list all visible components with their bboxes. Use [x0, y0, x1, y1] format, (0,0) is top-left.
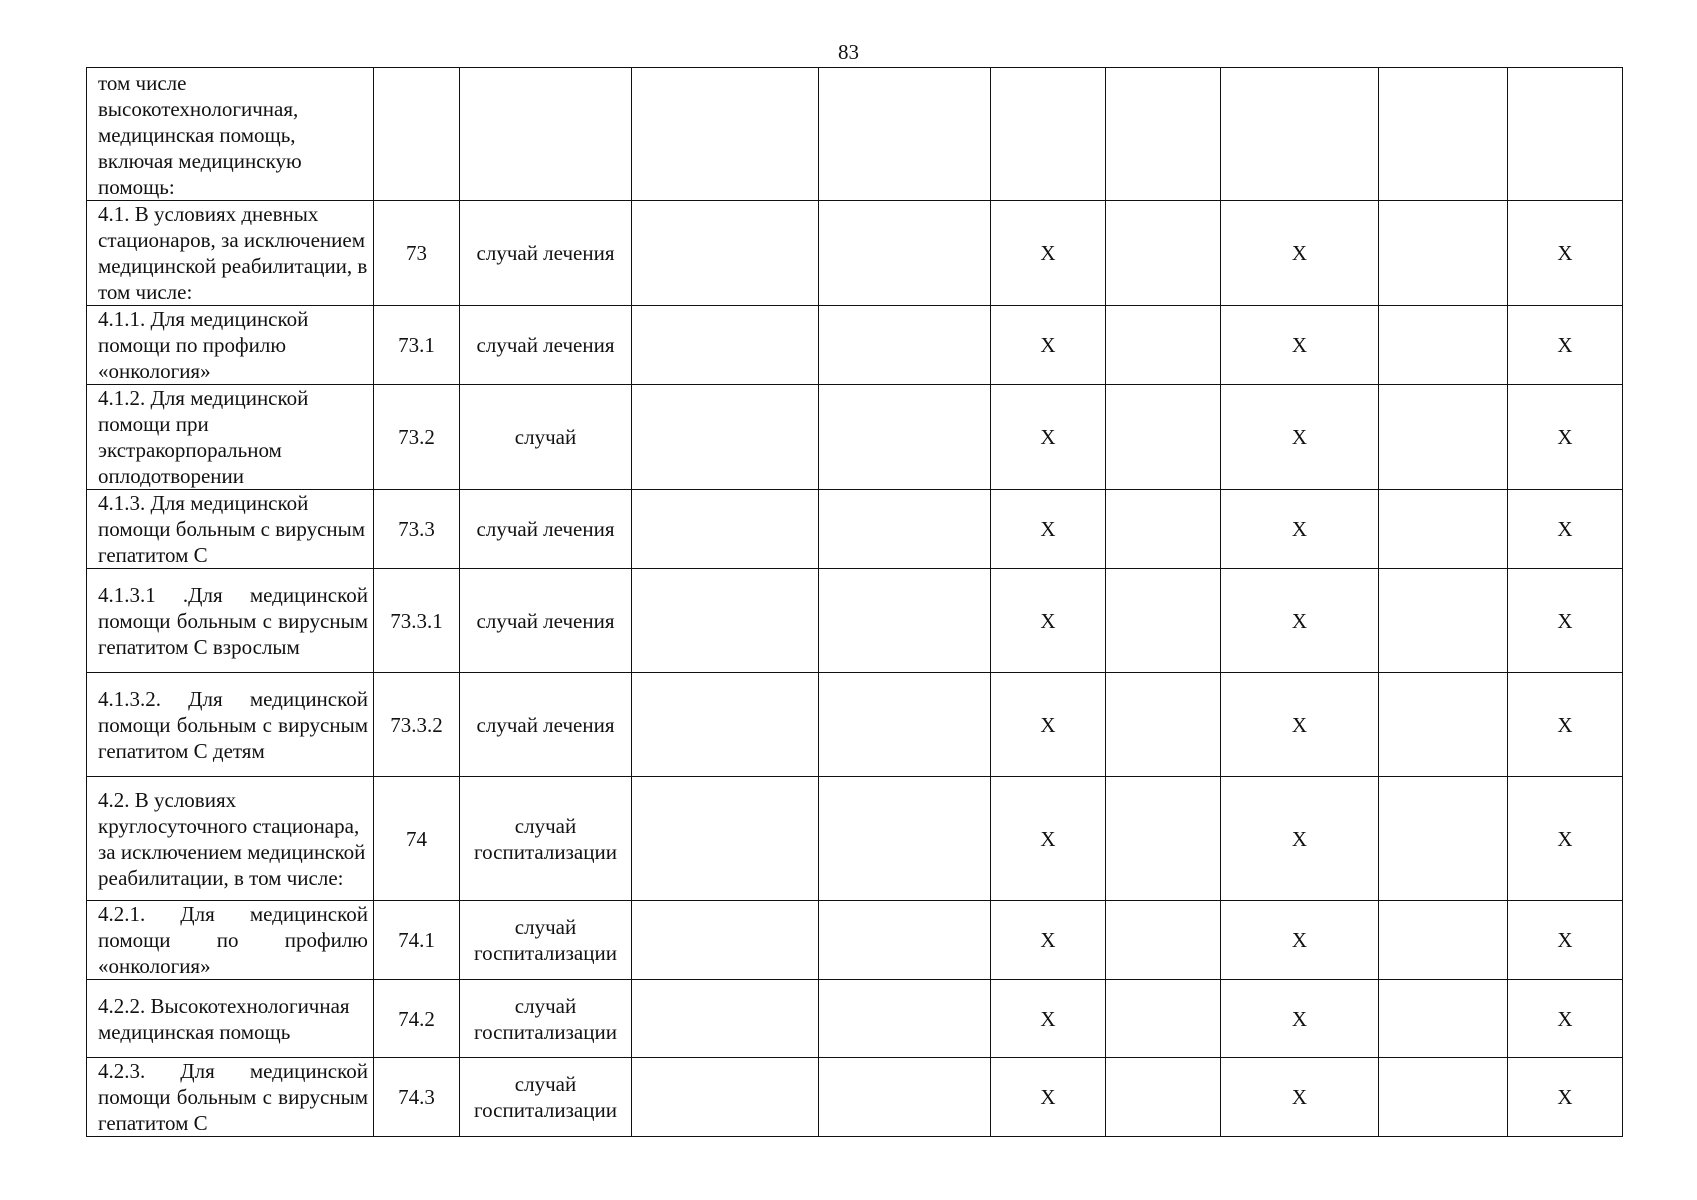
- empty-cell: [819, 569, 991, 673]
- empty-cell: [632, 777, 819, 901]
- empty-cell: [632, 569, 819, 673]
- empty-cell: [632, 980, 819, 1058]
- mark-cell: X: [991, 201, 1106, 306]
- empty-cell: [819, 201, 991, 306]
- empty-cell: [632, 385, 819, 490]
- row-unit-cell: случай госпитализации: [460, 777, 632, 901]
- row-unit-cell: случай госпитализации: [460, 980, 632, 1058]
- mark-cell: X: [1221, 385, 1379, 490]
- empty-cell: [1106, 385, 1221, 490]
- empty-cell: [1106, 1058, 1221, 1137]
- norms-table: [86, 67, 1623, 1137]
- row-code-cell: 73.3: [374, 490, 460, 569]
- mark-cell: X: [991, 901, 1106, 980]
- mark-cell: X: [991, 777, 1106, 901]
- row-name-cell: 4.2. В условиях круглосуточного стационара, за исключением медицинской реабилитации, в том числе:: [87, 777, 374, 901]
- mark-cell: X: [1221, 569, 1379, 673]
- empty-cell: [1379, 490, 1508, 569]
- mark-cell: X: [1221, 201, 1379, 306]
- mark-cell: X: [1221, 1058, 1379, 1137]
- row-name-cell: 4.1.1. Для медицинской помощи по профилю «онкология»: [87, 306, 374, 385]
- row-unit-cell: случай лечения: [460, 306, 632, 385]
- empty-cell: [819, 901, 991, 980]
- mark-cell: X: [991, 980, 1106, 1058]
- mark-cell: X: [1221, 777, 1379, 901]
- row-code-cell: [374, 68, 460, 201]
- empty-cell: [1106, 306, 1221, 385]
- empty-cell: [1379, 306, 1508, 385]
- empty-cell: [1379, 385, 1508, 490]
- empty-cell: [819, 1058, 991, 1137]
- row-unit-cell: случай госпитализации: [460, 901, 632, 980]
- mark-cell: X: [991, 1058, 1106, 1137]
- empty-cell: [1106, 980, 1221, 1058]
- mark-cell: X: [1508, 673, 1623, 777]
- empty-cell: [1379, 569, 1508, 673]
- empty-cell: [819, 490, 991, 569]
- empty-cell: [632, 306, 819, 385]
- row-unit-cell: случай лечения: [460, 569, 632, 673]
- table-row: [87, 201, 1623, 306]
- empty-cell: [1106, 901, 1221, 980]
- table-row: [87, 980, 1623, 1058]
- table-row: [87, 306, 1623, 385]
- row-code-cell: 73.2: [374, 385, 460, 490]
- empty-cell: [819, 385, 991, 490]
- mark-cell: X: [1221, 673, 1379, 777]
- mark-cell: X: [991, 385, 1106, 490]
- row-name-cell: 4.1.3.2. Для медицинской помощи больным с вирусным гепатитом С детям: [87, 673, 374, 777]
- row-code-cell: 74.2: [374, 980, 460, 1058]
- table-row: [87, 68, 1623, 201]
- row-name-cell: 4.2.3. Для медицинской помощи больным с вирусным гепатитом С: [87, 1058, 374, 1137]
- row-code-cell: 73.3.1: [374, 569, 460, 673]
- row-code-cell: 74.3: [374, 1058, 460, 1137]
- empty-cell: [819, 68, 991, 201]
- empty-cell: [632, 68, 819, 201]
- row-code-cell: 73.3.2: [374, 673, 460, 777]
- mark-cell: X: [1508, 201, 1623, 306]
- mark-cell: X: [1221, 306, 1379, 385]
- table-row: [87, 490, 1623, 569]
- table-row: [87, 1058, 1623, 1137]
- mark-cell: X: [1508, 490, 1623, 569]
- row-unit-cell: случай лечения: [460, 673, 632, 777]
- empty-cell: [632, 201, 819, 306]
- empty-cell: [1379, 673, 1508, 777]
- row-code-cell: 73: [374, 201, 460, 306]
- table-row: [87, 385, 1623, 490]
- row-code-cell: 74.1: [374, 901, 460, 980]
- empty-cell: [1106, 777, 1221, 901]
- row-name-cell: 4.2.2. Высокотехнологичная медицинская помощь: [87, 980, 374, 1058]
- empty-cell: [1106, 490, 1221, 569]
- mark-cell: X: [991, 306, 1106, 385]
- mark-cell: X: [1221, 490, 1379, 569]
- row-name-cell: 4.1.2. Для медицинской помощи при экстракорпоральном оплодотворении: [87, 385, 374, 490]
- mark-cell: X: [1508, 569, 1623, 673]
- mark-cell: X: [991, 569, 1106, 673]
- empty-cell: [819, 306, 991, 385]
- mark-cell: X: [1221, 980, 1379, 1058]
- row-name-cell: 4.1.3.1 .Для медицинской помощи больным с вирусным гепатитом С взрослым: [87, 569, 374, 673]
- row-code-cell: 73.1: [374, 306, 460, 385]
- table-row: [87, 569, 1623, 673]
- empty-cell: [1379, 980, 1508, 1058]
- row-name-cell: 4.1.3. Для медицинской помощи больным с вирусным гепатитом С: [87, 490, 374, 569]
- row-name-cell: 4.1. В условиях дневных стационаров, за исключением медицинской реабилитации, в том числе:: [87, 201, 374, 306]
- mark-cell: [1508, 68, 1623, 201]
- empty-cell: [632, 1058, 819, 1137]
- mark-cell: X: [991, 490, 1106, 569]
- empty-cell: [632, 673, 819, 777]
- empty-cell: [1106, 201, 1221, 306]
- table-row: [87, 673, 1623, 777]
- row-unit-cell: случай лечения: [460, 201, 632, 306]
- page-number: 83: [838, 40, 859, 64]
- table-row: [87, 901, 1623, 980]
- row-unit-cell: случай: [460, 385, 632, 490]
- row-unit-cell: случай лечения: [460, 490, 632, 569]
- row-unit-cell: случай госпитализации: [460, 1058, 632, 1137]
- mark-cell: [991, 68, 1106, 201]
- empty-cell: [819, 673, 991, 777]
- mark-cell: X: [1508, 306, 1623, 385]
- empty-cell: [1379, 68, 1508, 201]
- empty-cell: [1106, 68, 1221, 201]
- mark-cell: X: [1508, 980, 1623, 1058]
- row-name-cell: 4.2.1. Для медицинской помощи по профилю «онкология»: [87, 901, 374, 980]
- empty-cell: [1379, 901, 1508, 980]
- row-unit-cell: [460, 68, 632, 201]
- mark-cell: [1221, 68, 1379, 201]
- empty-cell: [1379, 777, 1508, 901]
- empty-cell: [632, 901, 819, 980]
- row-name-cell: том числе высокотехнологичная, медицинская помощь, включая медицинскую помощь:: [87, 68, 374, 201]
- row-code-cell: 74: [374, 777, 460, 901]
- empty-cell: [632, 490, 819, 569]
- empty-cell: [1106, 673, 1221, 777]
- empty-cell: [1379, 201, 1508, 306]
- mark-cell: X: [1508, 901, 1623, 980]
- empty-cell: [1106, 569, 1221, 673]
- empty-cell: [819, 777, 991, 901]
- mark-cell: X: [1508, 385, 1623, 490]
- empty-cell: [1379, 1058, 1508, 1137]
- mark-cell: X: [991, 673, 1106, 777]
- table-row: [87, 777, 1623, 901]
- empty-cell: [819, 980, 991, 1058]
- mark-cell: X: [1508, 777, 1623, 901]
- mark-cell: X: [1508, 1058, 1623, 1137]
- mark-cell: X: [1221, 901, 1379, 980]
